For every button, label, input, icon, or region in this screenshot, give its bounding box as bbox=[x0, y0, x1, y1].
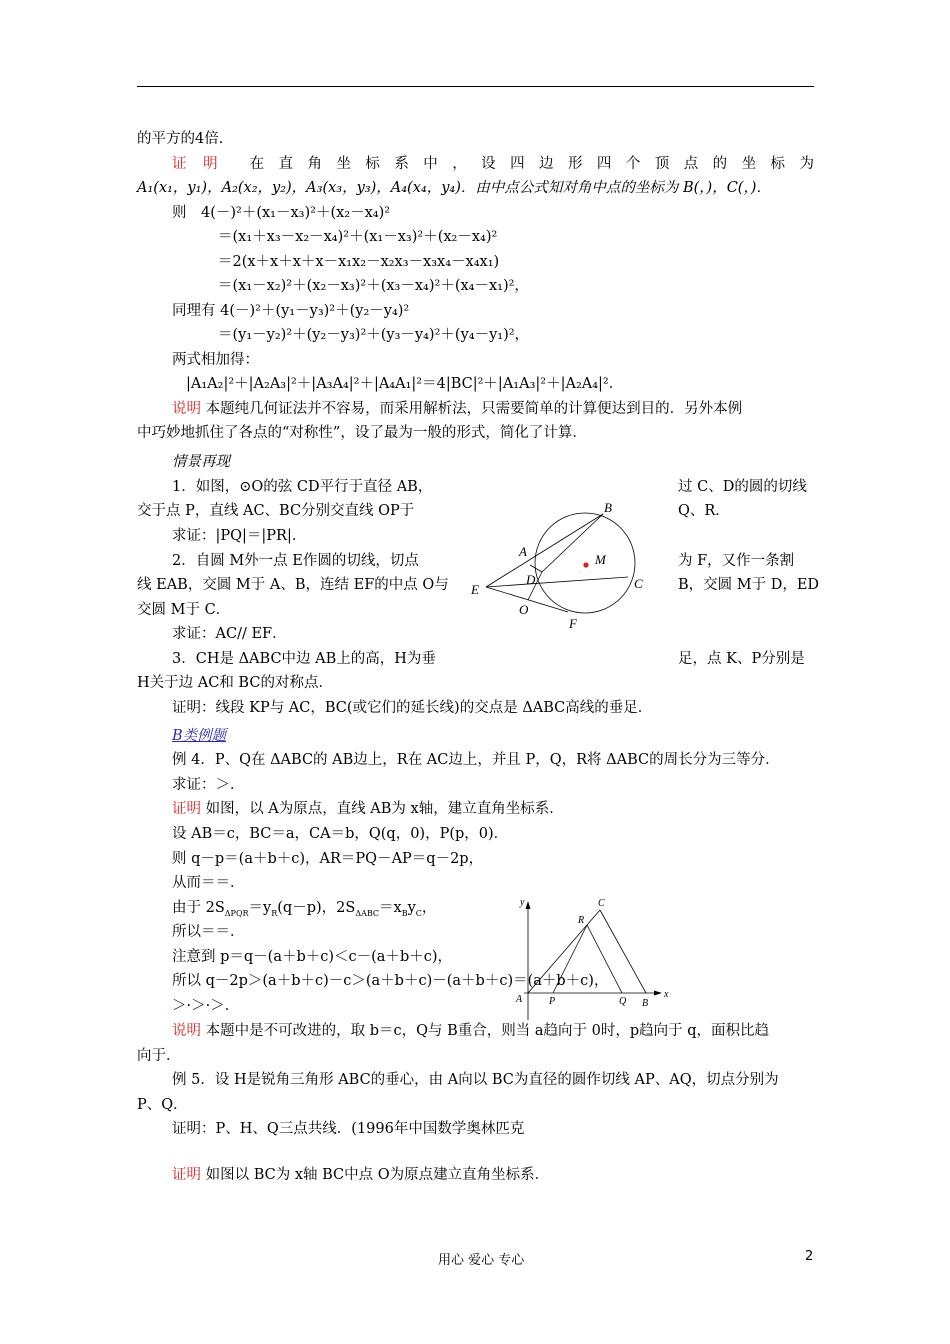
text-line: ＝(x₁－x₂)²＋(x₂－x₃)²＋(x₃－x₄)²＋(x₄－x₁)²， bbox=[218, 278, 529, 294]
x-arrow-icon bbox=[654, 991, 662, 996]
text-line: 注意到 p＝q－(a＋b＋c)＜c－(a＋b＋c)， bbox=[172, 949, 453, 965]
page-number: 2 bbox=[805, 1249, 814, 1264]
label-o: O bbox=[519, 602, 529, 617]
text-line: Q、R． bbox=[678, 503, 730, 519]
text-line: A₁(x₁，y₁)，A₂(x₂，y₂)，A₃(x₃，y₃)，A₄(x₄，y₄)．由中点公式知对角中点的坐标为 B(，)，C(，)． bbox=[137, 180, 771, 196]
label-d: D bbox=[526, 572, 536, 587]
label-p: P bbox=[549, 996, 556, 1007]
text-span: 本题纯几何证法并不容易，而采用解析法，只需要简单的计算便达到目的．另外本例 bbox=[205, 401, 743, 417]
text-span: ＝y bbox=[248, 900, 272, 916]
text-line: ＝(x₁＋x₃－x₂－x₄)²＋(x₁－x₃)²＋(x₂－x₄)² bbox=[218, 229, 498, 245]
text-line: 例 5．设 H是锐角三角形 ABC的垂心，由 A向以 BC为直径的圆作切线 AP、AQ，切点分别为 bbox=[172, 1072, 779, 1088]
label-q: Q bbox=[619, 996, 627, 1007]
text-span: 本题中是不可改进的，取 b＝c，Q与 B重合，则当 a趋向于 0时，p趋向于 q，面积比趋 bbox=[205, 1023, 770, 1039]
text-span: y bbox=[407, 900, 416, 916]
label-e: E bbox=[471, 582, 479, 597]
text-span: ＝x bbox=[379, 900, 402, 916]
text-line: 证明：线段 KP与 AC，BC(或它们的延长线)的交点是 ΔABC高线的垂足． bbox=[172, 700, 653, 716]
y-arrow-icon bbox=[526, 901, 531, 909]
text-line bbox=[172, 898, 436, 924]
triangle-figure bbox=[512, 892, 678, 1030]
text-line: |A₁A₂|²＋|A₂A₃|²＋|A₃A₄|²＋|A₄A₁|²＝4|BC|²＋|A₁A₃|²＋|A₂A₄|²． bbox=[186, 376, 624, 392]
text-line: 足，点 K、P分别是 bbox=[678, 651, 805, 667]
section-heading bbox=[172, 726, 226, 746]
proof-label: 证明 bbox=[172, 801, 201, 817]
side-cb bbox=[600, 910, 646, 993]
label-f: F bbox=[569, 616, 577, 631]
text-span: 在直角坐标系中，设四边形四个顶点的坐标为 bbox=[249, 156, 814, 172]
text-line: 则 4(－)²＋(x₁－x₃)²＋(x₂－x₄)² bbox=[172, 205, 391, 221]
text-line: ＝(y₁－y₂)²＋(y₂－y₃)²＋(y₃－y₄)²＋(y₄－y₁)²， bbox=[218, 327, 530, 343]
subscript: R bbox=[271, 908, 278, 918]
text-span: 由于 2S bbox=[172, 900, 225, 916]
text-line: 交圆 M于 C． bbox=[137, 602, 231, 618]
text-line bbox=[172, 399, 742, 419]
text-line bbox=[172, 1165, 549, 1185]
text-line: 过 C、D的圆的切线 bbox=[678, 479, 807, 495]
text-line: 2．自圆 M外一点 E作圆的切线，切点 bbox=[172, 553, 419, 569]
center-point bbox=[583, 562, 588, 567]
text-line bbox=[172, 799, 564, 819]
segment-pr bbox=[553, 925, 587, 993]
side-ac bbox=[528, 910, 600, 993]
note-label: 说明 bbox=[172, 1023, 201, 1039]
text-line: 所以＝＝． bbox=[172, 924, 245, 940]
text-line: 则 q－p＝(a＋b＋c)，AR＝PQ－AP＝q－2p， bbox=[172, 851, 484, 867]
label-y: y bbox=[520, 897, 525, 908]
subscript: B bbox=[401, 908, 408, 918]
text-line: 证明：P、H、Q三点共线．(1996年中国数学奥林匹克 bbox=[172, 1121, 525, 1137]
proof-label: 证 明 bbox=[172, 156, 224, 172]
text-line: 的平方的4倍． bbox=[137, 131, 234, 147]
text-line bbox=[172, 154, 814, 174]
subscript: C bbox=[415, 908, 422, 918]
label-b: B bbox=[604, 500, 612, 515]
circle-figure bbox=[465, 495, 665, 635]
section-link[interactable]: B类例题 bbox=[172, 728, 227, 744]
section-heading: 情景再现 bbox=[172, 454, 230, 470]
text-line bbox=[172, 1021, 769, 1041]
text-line: 向于． bbox=[137, 1048, 181, 1064]
text-line: 线 EAB，交圆 M于 A、B，连结 EF的中点 O与 bbox=[137, 577, 449, 593]
text-line: 3．CH是 ΔABC中边 AB上的高，H为垂 bbox=[172, 651, 436, 667]
text-line: 同理有 4(－)²＋(y₁－y₃)²＋(y₂－y₄)² bbox=[172, 303, 410, 319]
subscript: ΔPQR bbox=[224, 908, 249, 918]
text-line: H关于边 AC和 BC的对称点． bbox=[137, 675, 333, 691]
note-label: 说明 bbox=[172, 401, 201, 417]
text-span: (q－p)，2S bbox=[277, 900, 356, 916]
text-line: 两式相加得： bbox=[172, 352, 259, 368]
text-line: 所以 q－2p＞(a＋b＋c)－c＞(a＋b＋c)－(a＋b＋c)＝(a＋b＋c)， bbox=[172, 973, 609, 989]
text-line: ＞·＞·＞． bbox=[172, 998, 240, 1014]
text-line: B，交圆 M于 D，ED bbox=[678, 577, 820, 593]
label-c: C bbox=[598, 898, 605, 909]
segment-db bbox=[542, 514, 603, 572]
segment-rq bbox=[587, 925, 622, 993]
label-a: A bbox=[516, 994, 523, 1005]
label-m: M bbox=[595, 552, 606, 567]
text-line: 设 AB＝c，BC＝a，CA＝b，Q(q，0)，P(p，0)． bbox=[172, 826, 509, 842]
text-line: 为 F，又作一条割 bbox=[678, 553, 795, 569]
label-x: x bbox=[664, 989, 669, 1000]
secant-eab bbox=[486, 514, 603, 587]
text-span: 如图，以 A为原点，直线 AB为 x轴，建立直角坐标系． bbox=[205, 801, 564, 817]
text-span: ， bbox=[421, 900, 437, 916]
text-line: 求证：|PQ|＝|PR|． bbox=[172, 528, 307, 544]
text-line: 交于点 P，直线 AC、BC分别交直线 OP于 bbox=[137, 503, 415, 519]
text-line: P、Q． bbox=[137, 1097, 188, 1113]
subscript: ΔABC bbox=[355, 908, 380, 918]
proof-label: 证明 bbox=[172, 1167, 201, 1183]
label-b: B bbox=[642, 998, 649, 1009]
text-line: 中巧妙地抓住了各点的“对称性”，设了最为一般的形式，简化了计算． bbox=[137, 425, 587, 441]
text-line: 求证：＞． bbox=[172, 777, 245, 793]
label-r: R bbox=[578, 915, 585, 926]
text-line: 例 4．P、Q在 ΔABC的 AB边上，R在 AC边上，并且 P，Q，R将 ΔABC的周长分为三等分． bbox=[172, 752, 780, 768]
text-line: 求证：AC// EF． bbox=[172, 626, 287, 642]
secant-edc bbox=[486, 577, 628, 587]
text-line: 1．如图，⊙O的弦 CD平行于直径 AB， bbox=[172, 479, 433, 495]
text-span: 如图以 BC为 x轴 BC中点 O为原点建立直角坐标系． bbox=[205, 1167, 550, 1183]
header-rule bbox=[137, 86, 814, 87]
label-c: C bbox=[634, 576, 643, 591]
text-line: ＝2(x＋x＋x＋x－x₁x₂－x₂x₃－x₃x₄－x₄x₁) bbox=[218, 254, 500, 270]
text-line: 从而＝＝． bbox=[172, 875, 245, 891]
footer-text: 用心 爱心 专心 bbox=[438, 1253, 525, 1268]
label-a: A bbox=[519, 544, 527, 559]
